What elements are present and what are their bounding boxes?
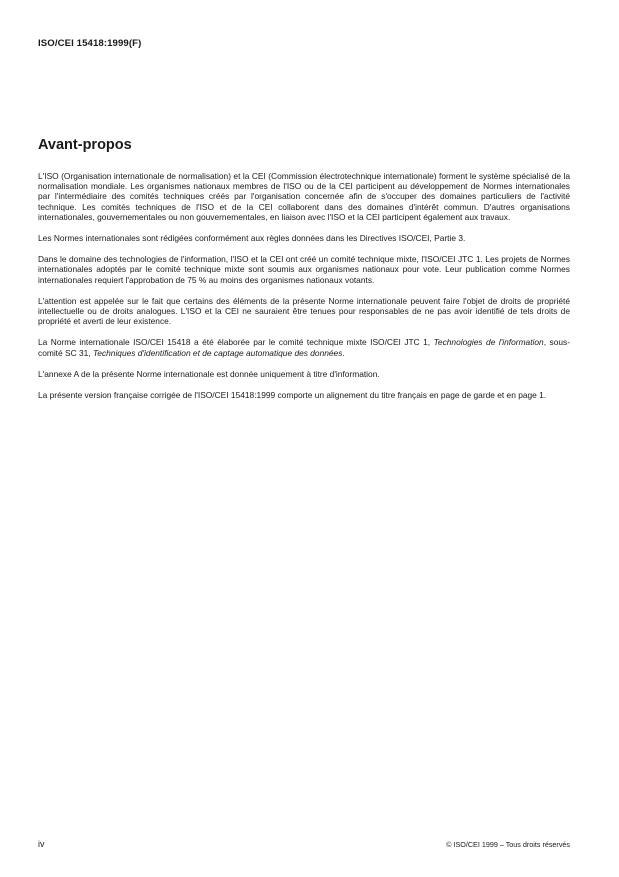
section-title: Avant-propos [38,137,132,153]
document-identifier: ISO/CEI 15418:1999(F) [38,38,142,49]
preparation-text-2: , sous-comité SC 31, [38,337,570,358]
preparation-text-3: . [342,347,345,358]
copyright-notice: © ISO/CEI 1999 – Tous droits réservés [446,840,570,849]
paragraph-annex: L'annexe A de la présente Norme internationale est donnée uniquement à titre d'information. [38,368,380,379]
paragraph-corrected-version: La présente version française corrigée de l'ISO/CEI 15418:1999 comporte un alignement du titre français en page de garde et en page 1. [38,390,547,401]
committee-title: Technologies de l'information [433,337,544,348]
subcommittee-title: Techniques d'identification et de captage automatique des données [92,347,343,358]
paragraph-directives: Les Normes internationales sont rédigées conformément aux règles données dans les Directives ISO/CEI, Partie 3. [38,233,466,244]
paragraph-jtc1: Dans le domaine des technologies de l'information, l'ISO et la CEI ont créé un comité technique mixte, l'ISO/CEI JTC 1. Les projets de Normes internationales adoptés par le comité technique mixte sont soumis aux organismes nationaux pour vote. Leur publication comme Normes internationales requiert l'approbation de 75 % au moins des organismes nationaux votants. [38,254,570,285]
paragraph-patent-notice: L'attention est appelée sur le fait que certains des éléments de la présente Norme internationale peuvent faire l'objet de droits de propriété intellectuelle ou de droits analogues. L'ISO et la CEI ne sauraient être tenues pour responsables de ne pas avoir identifié de tels droits de propriété et averti de leur existence. [38,295,570,327]
paragraph-preparation [38,337,570,357]
paragraph-organisations: L'ISO (Organisation internationale de normalisation) et la CEI (Commission électrotechnique internationale) forment le système spécialisé de la normalisation mondiale. Les organismes nationaux membres de l'ISO ou de la CEI participent au développement de Normes internationales par l'intermédiaire des comités techniques créés par l'organisation concernée afin de s'occuper des domaines particuliers de l'activité technique. Les comités techniques de l'ISO et de la CEI collaborent dans des domaines d'intérêt commun. D'autres organisations internationales, gouvernementales ou non gouvernementales, en liaison avec l'ISO et la CEI participent également aux travaux. [38,171,570,222]
page-number: iv [38,839,45,849]
foreword-body [38,171,570,411]
preparation-text-1: La Norme internationale ISO/CEI 15418 a été élaborée par le comité technique mixte ISO/CEI JTC 1, [38,337,434,348]
